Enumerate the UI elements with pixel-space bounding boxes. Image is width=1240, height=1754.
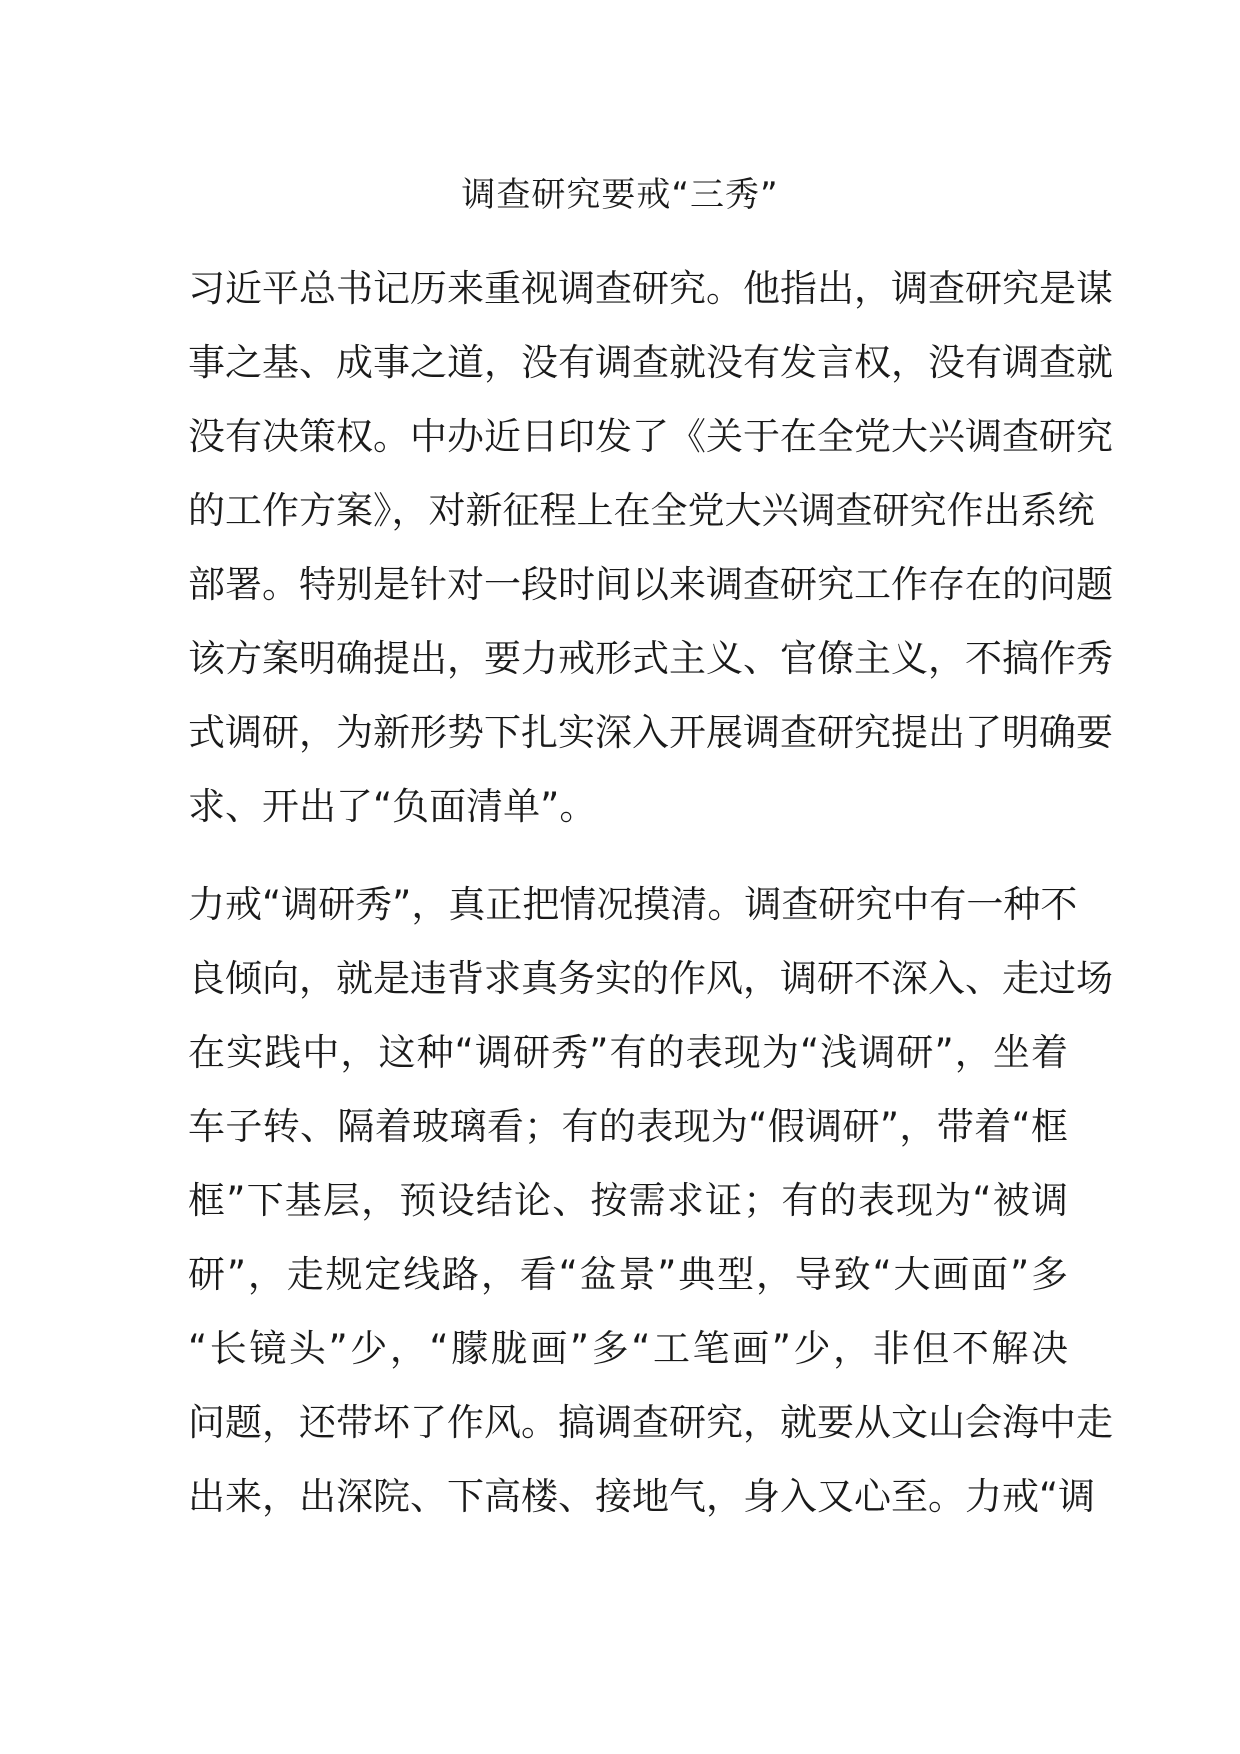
text-line: 车子转、隔着玻璃看；有的表现为“假调研”，带着“框 xyxy=(188,1105,1068,1148)
text-line: 在实践中，这种“调研秀”有的表现为“浅调研”，坐着 xyxy=(188,1031,1068,1074)
paragraph-2 xyxy=(188,868,1113,1534)
text-line: 求、开出了“负面清单”。 xyxy=(188,785,597,828)
text-line: 部署。特别是针对一段时间以来调查研究工作存在的问题 xyxy=(188,563,1113,606)
text-line: 力戒“调研秀”，真正把情况摸清。调查研究中有一种不 xyxy=(188,883,1078,926)
document-title: 调查研究要戒“三秀” xyxy=(461,175,779,215)
text-line: 出来，出深院、下高楼、接地气，身入又心至。力戒“调 xyxy=(188,1475,1096,1518)
text-line: 框”下基层，预设结论、按需求证；有的表现为“被调 xyxy=(188,1179,1068,1222)
text-line: 事之基、成事之道，没有调查就没有发言权，没有调查就 xyxy=(188,341,1113,384)
text-line: 该方案明确提出，要力戒形式主义、官僚主义，不搞作秀 xyxy=(188,637,1113,680)
text-line: 研”，走规定线路，看“盆景”典型，导致“大画面”多 xyxy=(188,1253,1068,1296)
text-line: 问题，还带坏了作风。搞调查研究，就要从文山会海中走 xyxy=(188,1401,1113,1444)
text-line: 习近平总书记历来重视调查研究。他指出，调查研究是谋 xyxy=(188,267,1113,310)
text-line: 的工作方案》，对新征程上在全党大兴调查研究作出系统 xyxy=(188,489,1095,532)
text-line: 式调研，为新形势下扎实深入开展调查研究提出了明确要 xyxy=(188,711,1113,754)
text-line: “长镜头”少，“朦胧画”多“工笔画”少，非但不解决 xyxy=(188,1327,1068,1370)
text-line: 良倾向，就是违背求真务实的作风，调研不深入、走过场 xyxy=(188,957,1113,1000)
paragraph-1 xyxy=(188,252,1113,844)
text-line: 没有决策权。中办近日印发了《关于在全党大兴调查研究 xyxy=(188,415,1113,458)
